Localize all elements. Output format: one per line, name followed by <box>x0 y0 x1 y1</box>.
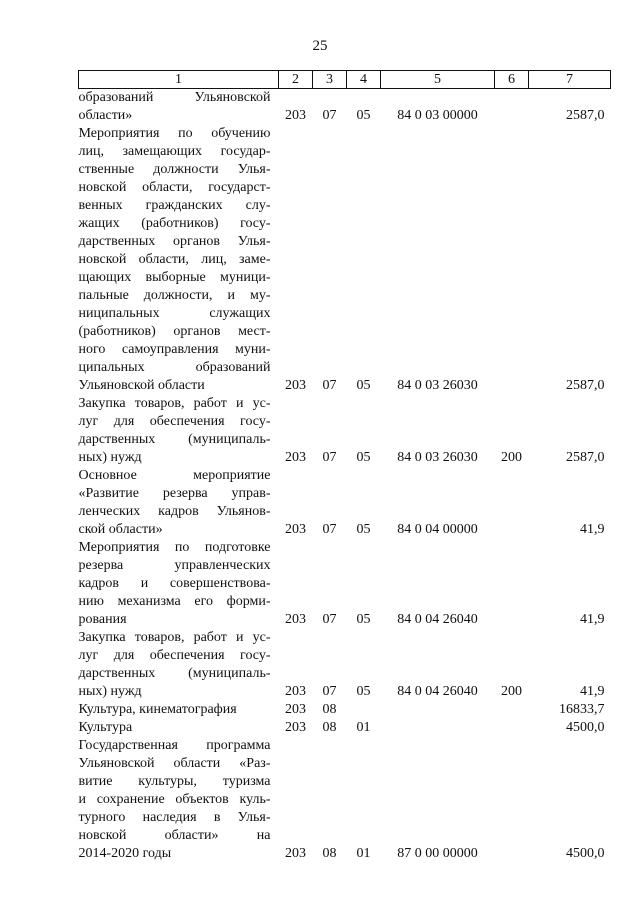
item-name-line: ственные должности Улья- <box>78 162 271 177</box>
column-header-3: 3 <box>313 71 347 89</box>
ministry-code: 203 <box>285 702 306 717</box>
target-article-code: 84 0 04 26040 <box>397 612 478 627</box>
item-name-line: Культура, кинематография <box>78 702 237 717</box>
expense-type-code: 200 <box>501 684 522 699</box>
item-name-line: витие культуры, туризма <box>78 774 271 789</box>
table-row <box>79 125 611 395</box>
ministry-code: 203 <box>285 720 306 735</box>
item-name <box>79 539 279 629</box>
item-name-line: луг для обеспечения госу- <box>78 414 271 429</box>
item-name-line: ного самоуправления муни- <box>78 342 271 357</box>
item-name-line: Закупка товаров, работ и ус- <box>78 396 271 411</box>
item-name-line: дарственных (муниципаль- <box>78 432 271 447</box>
item-name-line: области» <box>78 108 133 123</box>
ministry-code: 203 <box>285 612 306 627</box>
subsection-code: 05 <box>356 612 371 627</box>
expense-type-code <box>495 89 529 126</box>
item-name <box>79 719 279 737</box>
section-code: 08 <box>322 846 337 861</box>
target-article-code: 84 0 03 26030 <box>397 378 478 393</box>
item-name-line: Государственная программа <box>78 738 271 753</box>
item-name-line: ных) нужд <box>78 450 142 465</box>
item-name <box>79 701 279 719</box>
target-article-code: 87 0 00 00000 <box>397 846 478 861</box>
item-name <box>79 125 279 395</box>
subsection-code <box>347 701 381 719</box>
ministry-code: 203 <box>285 522 306 537</box>
item-name-line: Культура <box>78 720 133 735</box>
item-name-line: жащих (работников) госу- <box>78 216 271 231</box>
subsection-code: 01 <box>356 846 371 861</box>
section-code: 08 <box>322 702 337 717</box>
amount: 2587,0 <box>566 450 605 465</box>
expense-type-code <box>495 737 529 863</box>
item-name-line: новской области, государст- <box>78 180 271 195</box>
item-name-line: щающих выборные муници- <box>78 270 271 285</box>
ministry-code: 203 <box>285 684 306 699</box>
ministry-code: 203 <box>285 846 306 861</box>
column-header-4: 4 <box>347 71 381 89</box>
amount: 41,9 <box>580 684 605 699</box>
item-name-line: резерва управленческих <box>78 558 271 573</box>
target-article-code: 84 0 04 00000 <box>397 522 478 537</box>
section-code: 07 <box>322 108 337 123</box>
item-name-line: ской области» <box>78 522 163 537</box>
item-name-line: «Развитие резерва управ- <box>78 486 271 501</box>
item-name <box>79 89 279 126</box>
item-name-line: новской области, лиц, заме- <box>78 252 271 267</box>
item-name-line: образований Ульяновской <box>78 90 271 105</box>
section-code: 07 <box>322 612 337 627</box>
target-article-code: 84 0 04 26040 <box>397 684 478 699</box>
item-name-line: венных гражданских слу- <box>78 198 271 213</box>
item-name-line: ниципальных служащих <box>78 306 271 321</box>
target-article-code: 84 0 03 00000 <box>397 108 478 123</box>
target-article-code <box>381 701 495 719</box>
expense-type-code <box>495 539 529 629</box>
item-name <box>79 737 279 863</box>
item-name-line: Ульяновской области «Раз- <box>78 756 271 771</box>
header-row <box>79 71 611 89</box>
section-code: 08 <box>322 720 337 735</box>
item-name-line: Мероприятия по обучению <box>78 126 271 141</box>
item-name-line: Закупка товаров, работ и ус- <box>78 630 271 645</box>
item-name-line: лиц, замещающих государ- <box>78 144 271 159</box>
amount: 4500,0 <box>566 846 605 861</box>
expense-type-code <box>495 125 529 395</box>
section-code: 07 <box>322 450 337 465</box>
amount: 41,9 <box>580 522 605 537</box>
table-row <box>79 629 611 701</box>
item-name-line: рования <box>78 612 127 627</box>
column-header-2: 2 <box>279 71 313 89</box>
page-number: 25 <box>312 38 328 54</box>
expense-type-code <box>495 701 529 719</box>
item-name-line: дарственных (муниципаль- <box>78 666 271 681</box>
item-name-line: Ульяновской области <box>78 378 205 393</box>
subsection-code: 05 <box>356 684 371 699</box>
expense-type-code <box>495 719 529 737</box>
subsection-code: 05 <box>356 378 371 393</box>
table-row <box>79 719 611 737</box>
item-name-line: и сохранение объектов куль- <box>78 792 271 807</box>
item-name-line: Мероприятия по подготовке <box>78 540 271 555</box>
column-header-6: 6 <box>495 71 529 89</box>
target-article-code <box>381 719 495 737</box>
subsection-code: 05 <box>356 450 371 465</box>
item-name-line: нию механизма его форми- <box>78 594 271 609</box>
item-name-line: 2014-2020 годы <box>78 846 172 861</box>
section-code: 07 <box>322 522 337 537</box>
table-row <box>79 395 611 467</box>
item-name-line: луг для обеспечения госу- <box>78 648 271 663</box>
table-row <box>79 467 611 539</box>
item-name-line: кадров и совершенствова- <box>78 576 271 591</box>
item-name <box>79 467 279 539</box>
subsection-code: 05 <box>356 108 371 123</box>
table-body <box>79 89 611 864</box>
ministry-code: 203 <box>285 378 306 393</box>
column-header-1: 1 <box>79 71 279 89</box>
item-name <box>79 395 279 467</box>
item-name-line: Основное мероприятие <box>78 468 271 483</box>
table-header <box>79 71 611 89</box>
amount: 2587,0 <box>566 378 605 393</box>
table-row <box>79 701 611 719</box>
item-name-line: (работников) органов мест- <box>78 324 271 339</box>
item-name-line: дарственных органов Улья- <box>78 234 271 249</box>
subsection-code: 05 <box>356 522 371 537</box>
ministry-code: 203 <box>285 450 306 465</box>
column-header-7: 7 <box>529 71 611 89</box>
subsection-code: 01 <box>356 720 371 735</box>
item-name-line: пальные должности, и му- <box>78 288 271 303</box>
section-code: 07 <box>322 378 337 393</box>
item-name-line: ных) нужд <box>78 684 142 699</box>
table-row <box>79 89 611 126</box>
expense-type-code: 200 <box>501 450 522 465</box>
budget-table <box>78 70 611 863</box>
expense-type-code <box>495 467 529 539</box>
item-name <box>79 629 279 701</box>
item-name-line: новской области» на <box>78 828 271 843</box>
ministry-code: 203 <box>285 108 306 123</box>
column-header-5: 5 <box>381 71 495 89</box>
amount: 2587,0 <box>566 108 605 123</box>
amount: 41,9 <box>580 612 605 627</box>
target-article-code: 84 0 03 26030 <box>397 450 478 465</box>
table-row <box>79 539 611 629</box>
item-name-line: ленческих кадров Ульянов- <box>78 504 271 519</box>
section-code: 07 <box>322 684 337 699</box>
amount: 16833,7 <box>559 702 605 717</box>
item-name-line: турного наследия в Улья- <box>78 810 271 825</box>
table-row <box>79 737 611 863</box>
amount: 4500,0 <box>566 720 605 735</box>
item-name-line: ципальных образований <box>78 360 271 375</box>
